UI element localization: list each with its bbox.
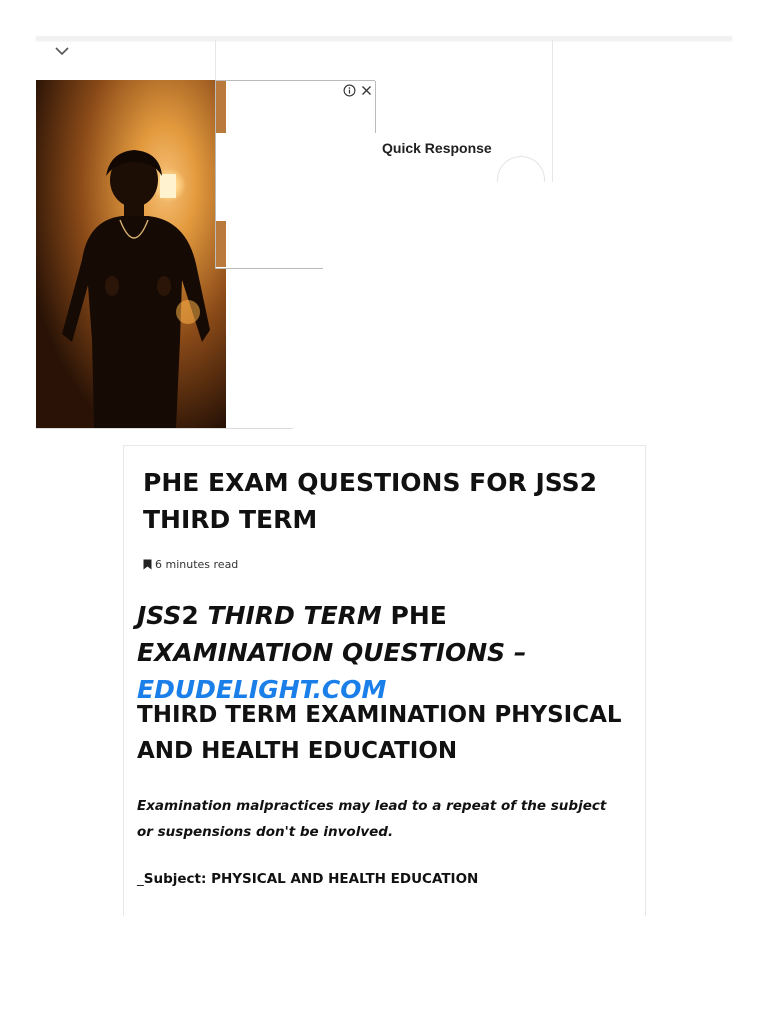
ad-strip — [216, 221, 226, 267]
article-heading — [137, 597, 617, 708]
subject-label: Subject: PHYSICAL AND HEALTH EDUCATION — [143, 871, 479, 887]
read-time-meta — [143, 558, 238, 571]
spinner-mask — [490, 182, 550, 212]
ad-image[interactable] — [36, 80, 226, 428]
ad-divider — [36, 428, 293, 429]
ad-border — [215, 268, 323, 269]
heading-third-term: THIRD TERM — [207, 601, 382, 630]
layout-divider — [552, 40, 553, 182]
read-time-label: 6 minutes read — [155, 558, 239, 571]
heading-subject: PHE — [390, 601, 447, 630]
ad-headline[interactable]: Quick Response — [382, 140, 492, 156]
heading-jss: JSS — [137, 601, 182, 630]
subject-prefix: _ — [137, 871, 144, 887]
layout-divider — [215, 40, 216, 82]
info-circle-icon[interactable] — [343, 82, 356, 95]
bookmark-icon — [143, 559, 152, 570]
ad-border — [375, 81, 376, 133]
subject-line — [137, 869, 478, 889]
ad-panel[interactable] — [215, 80, 375, 269]
exam-note: Examination malpractices may lead to a repeat of the subject or suspensions don't be involved. — [137, 798, 607, 840]
article-card — [123, 445, 646, 916]
heading-class-number: 2 — [181, 601, 199, 630]
edudelight-link[interactable]: EDUDELIGHT.COM — [137, 675, 387, 704]
page-title: PHE EXAM QUESTIONS FOR JSS2 THIRD TERM — [143, 468, 598, 534]
section-heading: THIRD TERM EXAMINATION PHYSICAL AND HEALTH EDUCATION — [137, 702, 622, 764]
top-divider — [36, 36, 732, 40]
heading-exam-questions: EXAMINATION QUESTIONS – — [137, 638, 527, 667]
chevron-down-icon[interactable] — [52, 42, 72, 62]
close-icon[interactable] — [360, 82, 373, 95]
ad-strip — [216, 81, 226, 133]
